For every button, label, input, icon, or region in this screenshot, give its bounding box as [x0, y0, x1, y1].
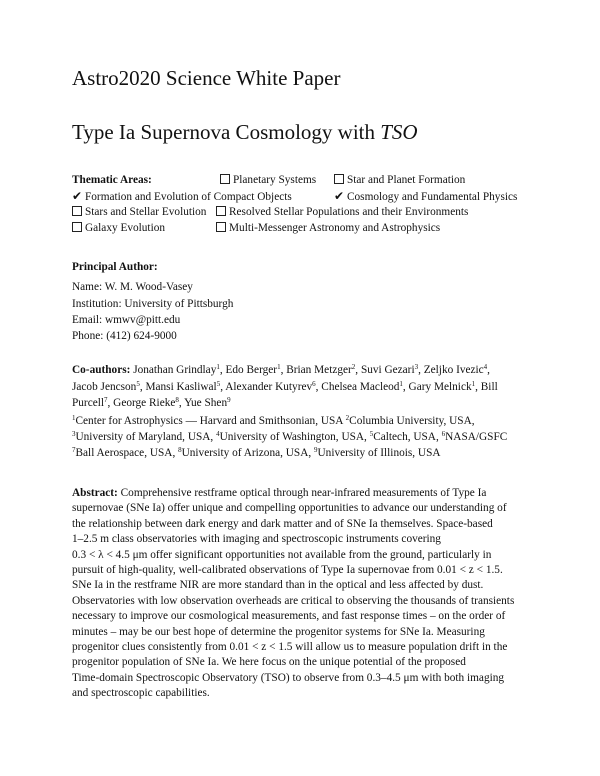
- coauthor-name: Zeljko Ivezic: [423, 364, 484, 376]
- abstract-text: minutes – may be our best hope of determine the progenitor systems for SNe Ia. Measuring: [72, 625, 485, 638]
- checkbox-empty-icon[interactable]: [216, 222, 226, 232]
- thematic-area-item[interactable]: [334, 189, 517, 205]
- abstract-line: [72, 517, 493, 532]
- abstract-text: pursuit of high-quality, well-calibrated observations of Type Ia supernovae from 0.01 < z < 1.5.: [72, 564, 503, 576]
- abstract-text: the relationship between dark energy and dark matter and of SNe Ia themselves. Space-based: [72, 517, 493, 530]
- coauthor-name: Bill: [480, 381, 498, 393]
- affiliation-name: University of Washington, USA,: [219, 431, 370, 443]
- abstract-text: and spectroscopic capabilities.: [72, 687, 210, 700]
- abstract-text: supernovae (SNe Ia) offer unique and compelling opportunities to advance our understanding of: [72, 502, 507, 515]
- abstract-line: [72, 501, 507, 516]
- principal-name: Name: W. M. Wood-Vasey: [72, 281, 193, 293]
- thematic-area-label: Cosmology and Fundamental Physics: [347, 191, 518, 203]
- thematic-area-label: Planetary Systems: [233, 174, 317, 186]
- coauthors-line-1: [72, 363, 490, 378]
- coauthor-name: Jonathan Grindlay: [133, 364, 217, 376]
- abstract-line: [72, 671, 504, 686]
- coauthor-name: Gary Melnick: [408, 381, 472, 393]
- affiliation-marker: 2: [351, 363, 356, 371]
- affiliation-marker: 9: [227, 396, 231, 404]
- affiliation-marker: 3: [414, 363, 419, 371]
- coauthor-name: Mansi Kasliwal: [145, 381, 217, 393]
- affiliation-marker: 1: [216, 363, 220, 371]
- coauthor-name: Alexander Kutyrev: [225, 381, 313, 393]
- thematic-area-label: Stars and Stellar Evolution: [85, 206, 207, 218]
- coauthors-line-3: [72, 396, 231, 411]
- affiliation-marker: 3: [72, 430, 76, 438]
- abstract-label: Abstract:: [72, 487, 118, 499]
- abstract-text: necessary to improve our cosmological measurements, and fast response times – on the order of: [72, 610, 506, 623]
- affiliation-marker: 4: [216, 430, 220, 438]
- abstract-text: Time-domain Spectroscopic Observatory (TSO) to observe from 0.3–4.5 μm with both imaging: [72, 671, 505, 684]
- checkbox-checked-icon[interactable]: ✔: [334, 189, 345, 203]
- affiliation-marker: 5: [216, 380, 221, 388]
- thematic-area-label: Formation and Evolution of Compact Objects: [85, 191, 292, 203]
- abstract-line: [72, 532, 441, 547]
- affiliation-marker: 9: [314, 446, 318, 454]
- affiliation-marker: 8: [178, 446, 182, 454]
- abstract-line: [72, 548, 491, 563]
- paper-header: Astro2020 Science White Paper: [72, 66, 341, 90]
- affiliations-line-1: [72, 414, 475, 429]
- abstract-line: [72, 563, 503, 578]
- abstract-text: progenitor clues consistently from 0.01 < z < 1.5 will allow us to measure population drift in the: [72, 641, 508, 653]
- affiliation-marker: 1: [471, 380, 476, 388]
- abstract-line: [72, 686, 210, 701]
- abstract-text: 1–2.5 m class observatories with imaging and spectroscopic instruments covering: [72, 533, 441, 546]
- checkbox-empty-icon[interactable]: [72, 206, 82, 216]
- checkbox-empty-icon[interactable]: [72, 222, 82, 232]
- affiliation-marker: 1: [277, 363, 281, 371]
- abstract-text: Comprehensive restframe optical through near-infrared measurements of Type Ia: [120, 487, 487, 499]
- coauthor-name: George Rieke: [113, 397, 176, 409]
- affiliation-marker: 5: [369, 430, 374, 438]
- title-main: Type Ia Supernova Cosmology with: [72, 120, 381, 144]
- coauthor-name: Suvi Gezari: [360, 364, 415, 376]
- abstract-line: [72, 486, 486, 501]
- principal-institution: Institution: University of Pittsburgh: [72, 298, 234, 310]
- thematic-area-item[interactable]: [216, 221, 440, 236]
- abstract-line: [72, 640, 507, 655]
- affiliation-marker: 6: [441, 430, 446, 438]
- paper-title: [72, 120, 418, 145]
- abstract-line: [72, 578, 483, 593]
- affiliation-marker: 2: [345, 414, 350, 422]
- abstract-line: [72, 609, 505, 624]
- affiliations-line-3: [72, 446, 441, 461]
- thematic-area-item[interactable]: [220, 173, 316, 188]
- coauthor-name: Chelsea Macleod: [321, 381, 400, 393]
- affiliations-line-2: [72, 430, 507, 445]
- coauthors-label: Co-authors:: [72, 364, 131, 376]
- affiliation-marker: 8: [175, 396, 179, 404]
- abstract-line: [72, 625, 485, 640]
- coauthors-list-2: Jacob Jencson$^5$, Mansi Kasliwal$^5$, Alexander Kutyrev$^6$, Chelsea Macleod$^1$, Gary Melnick$^1$, Bill: [72, 380, 498, 393]
- principal-email: Email: wmwv@pitt.edu: [72, 314, 181, 326]
- checkbox-empty-icon[interactable]: [220, 174, 230, 184]
- coauthor-name: Brian Metzger: [286, 364, 352, 376]
- affiliation-marker: 1: [72, 414, 76, 422]
- coauthor-name: Yue Shen: [184, 397, 228, 409]
- principal-heading: Principal Author:: [72, 261, 158, 273]
- affiliation-marker: 7: [72, 446, 76, 454]
- affiliation-name: Caltech, USA,: [373, 431, 442, 443]
- coauthor-name: Purcell: [72, 397, 104, 409]
- thematic-area-label: Resolved Stellar Populations and their Environments: [229, 206, 469, 218]
- thematic-area-item[interactable]: [72, 189, 292, 205]
- affiliation-name: University of Maryland, USA,: [75, 431, 217, 443]
- thematic-area-label: Galaxy Evolution: [85, 222, 166, 234]
- affiliation-marker: 1: [399, 380, 403, 388]
- coauthors-list-3: Purcell$^7$, George Rieke$^8$, Yue Shen$^9$: [72, 396, 231, 409]
- affiliation-marker: 5: [136, 380, 140, 388]
- coauthors-line-2: [72, 380, 498, 395]
- coauthors-list-1: Jonathan Grindlay$^1$, Edo Berger$^1$, Brian Metzger$^2$, Suvi Gezari$^3$, Zeljko Ivezic$^4$,: [133, 363, 490, 376]
- thematic-area-item[interactable]: [334, 173, 465, 188]
- abstract-line: [72, 594, 514, 609]
- affiliation-marker: 6: [312, 380, 316, 388]
- abstract-line: [72, 655, 466, 670]
- abstract-text: 0.3 < λ < 4.5 μm offer significant opportunities not available from the ground, particularly in: [72, 548, 492, 561]
- thematic-area-label: Star and Planet Formation: [347, 174, 466, 186]
- thematic-label: Thematic Areas:: [72, 174, 152, 186]
- abstract-text: SNe Ia in the restframe NIR are more standard than in the optical and less affected by dust.: [72, 579, 484, 592]
- abstract-text: progenitor population of SNe Ia. We here focus on the unique potential of the proposed: [72, 656, 466, 669]
- abstract-text: Observatories with low observation overheads are critical to observing the thousands of transients: [72, 594, 515, 607]
- affiliation-name: NASA/GSFC: [445, 431, 508, 443]
- affiliation-name: University of Arizona, USA,: [181, 447, 315, 459]
- thematic-area-label: Multi-Messenger Astronomy and Astrophysics: [229, 222, 441, 234]
- thematic-area-item[interactable]: [72, 221, 165, 236]
- thematic-area-item[interactable]: [72, 205, 206, 220]
- checkbox-empty-icon[interactable]: [334, 174, 344, 184]
- thematic-area-item[interactable]: [216, 205, 468, 220]
- affiliation-name: Ball Aerospace, USA,: [75, 447, 179, 459]
- affiliation-marker: 7: [104, 396, 108, 404]
- coauthor-name: Jacob Jencson: [72, 381, 137, 393]
- affiliation-name: University of Illinois, USA: [317, 447, 441, 459]
- affiliation-name: Columbia University, USA,: [349, 415, 475, 427]
- affiliation-name: Center for Astrophysics — Harvard and Smithsonian, USA: [75, 415, 346, 427]
- checkbox-checked-icon[interactable]: ✔: [72, 189, 83, 203]
- coauthor-name: Edo Berger: [225, 364, 278, 376]
- title-italic: TSO: [380, 120, 418, 144]
- checkbox-empty-icon[interactable]: [216, 206, 226, 216]
- principal-phone: Phone: (412) 624-9000: [72, 330, 177, 342]
- affiliation-marker: 4: [483, 363, 488, 371]
